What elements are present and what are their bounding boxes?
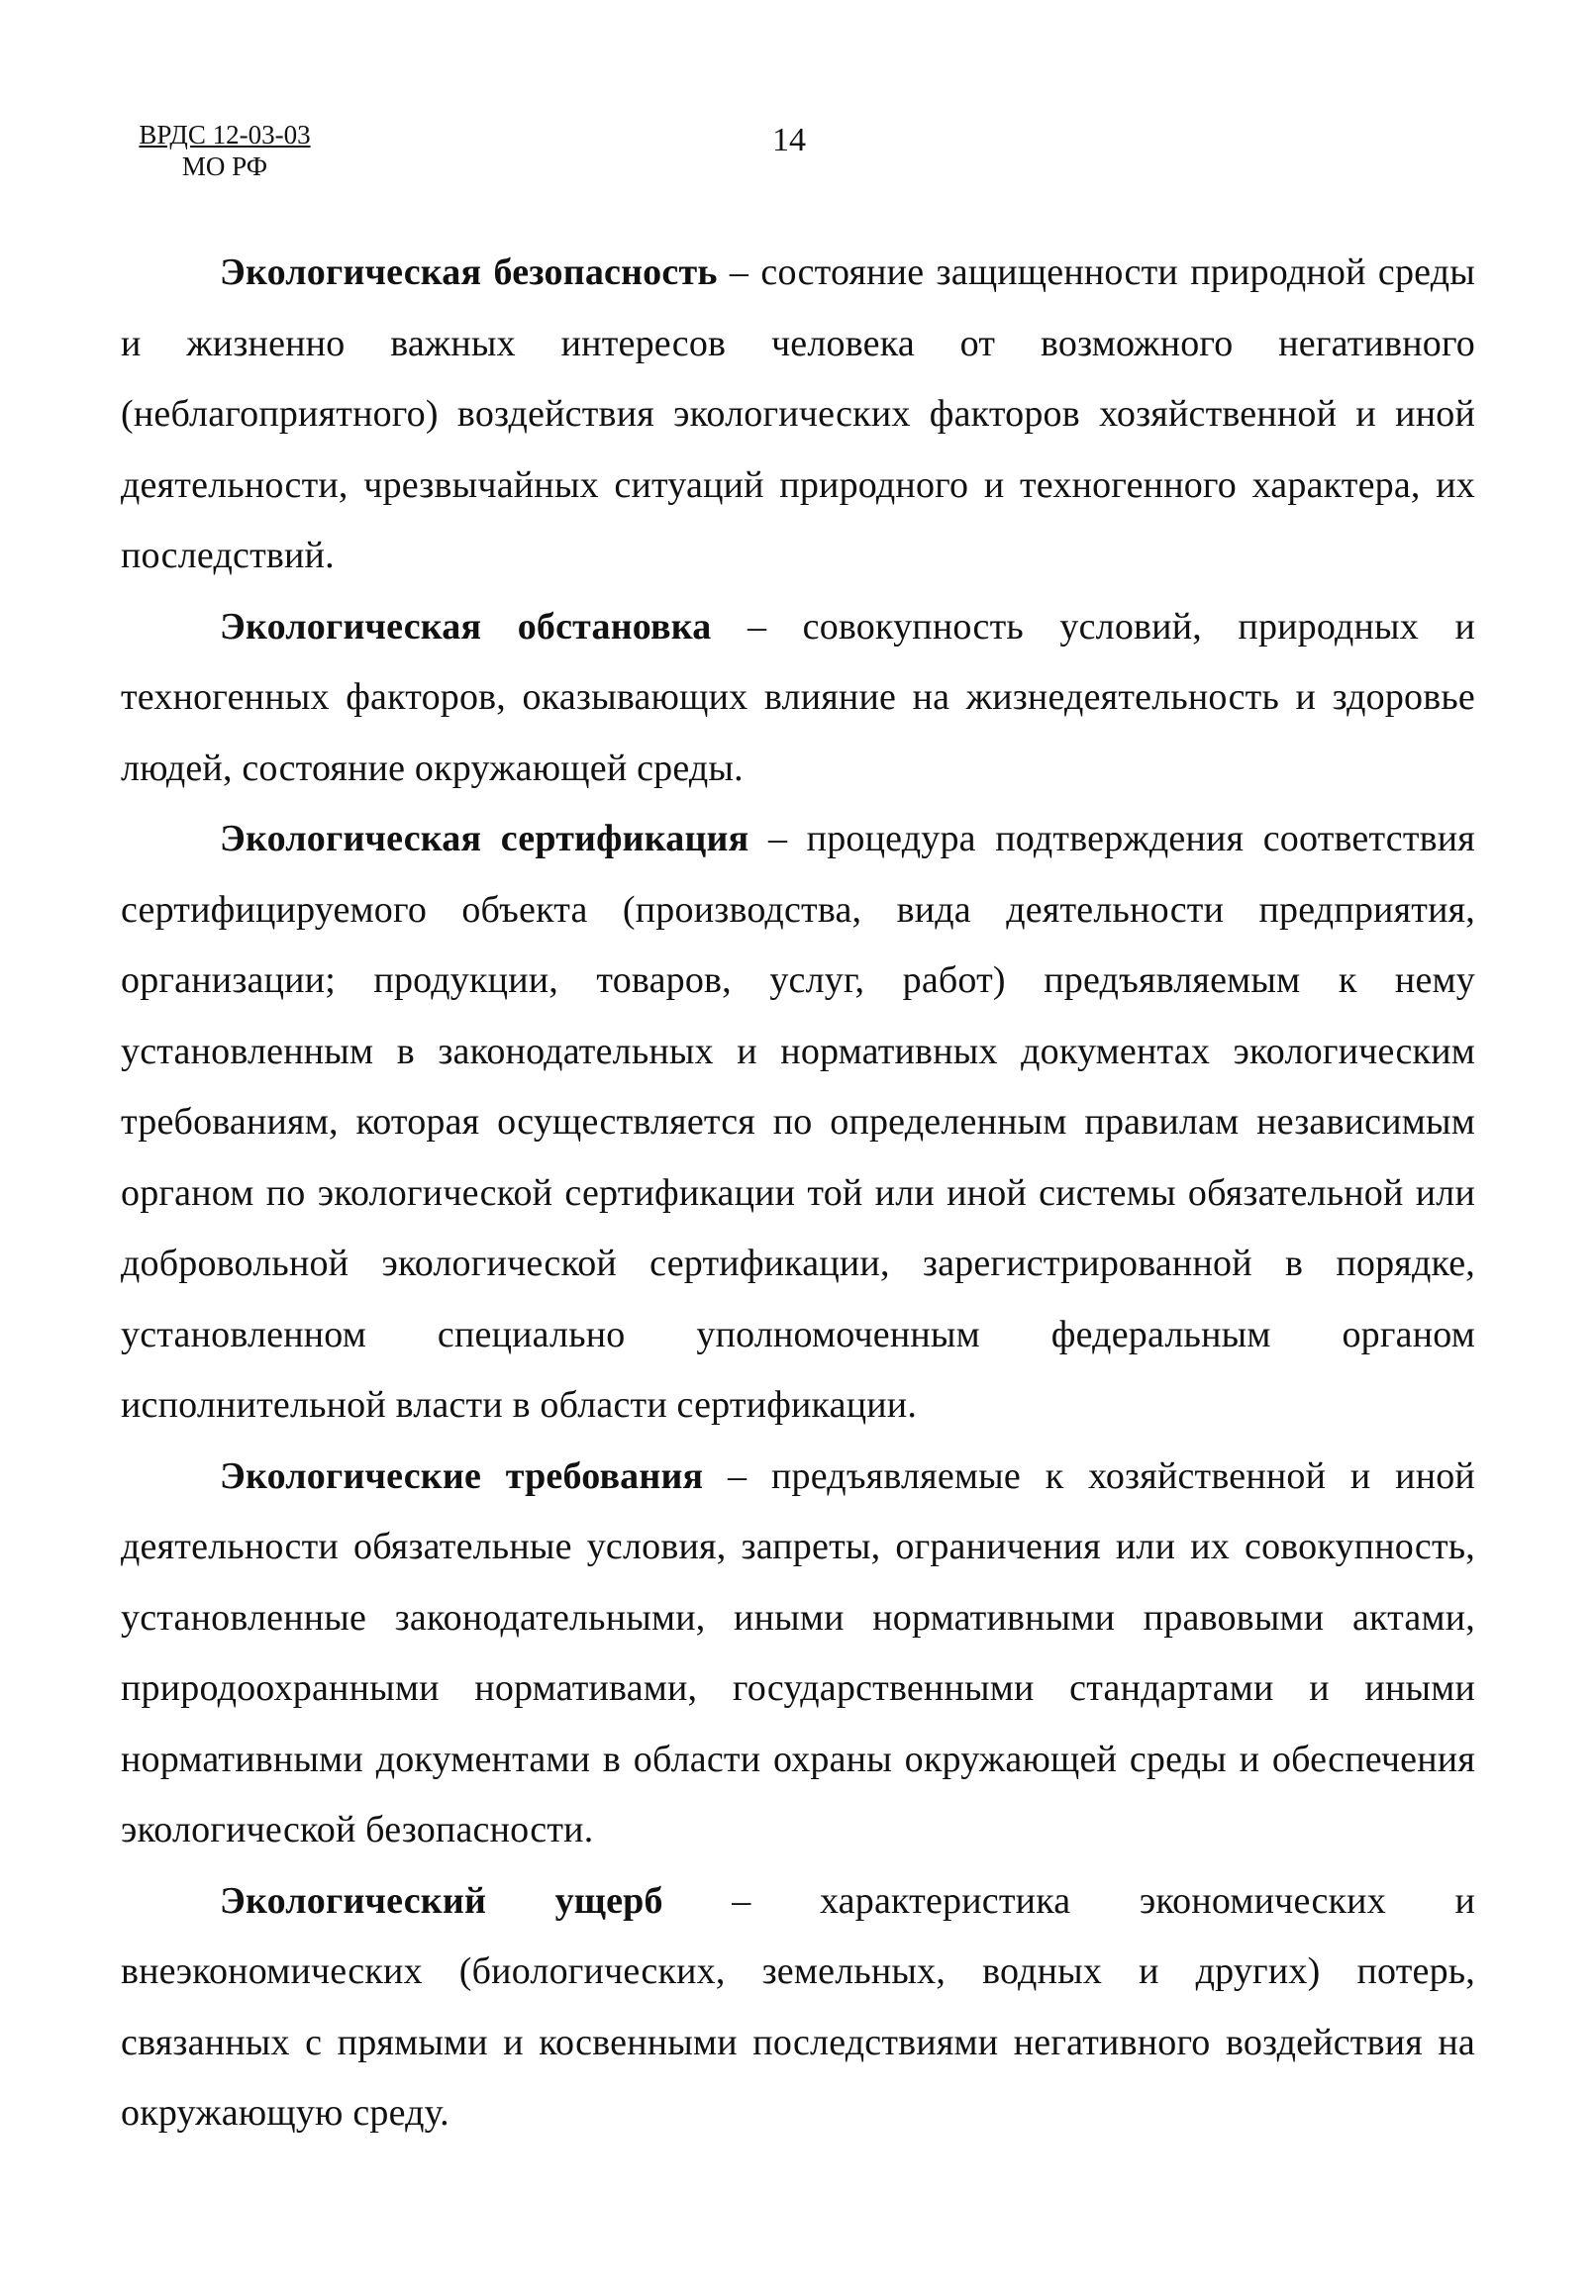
organization-abbreviation: МО РФ	[181, 151, 268, 181]
definition-paragraph	[121, 1866, 1475, 2149]
definition-term: Экологическая обстановка	[220, 605, 712, 648]
page-number: 14	[772, 122, 806, 158]
definition-paragraph	[121, 1442, 1475, 1866]
definition-paragraph	[121, 592, 1475, 805]
definition-paragraph	[121, 804, 1475, 1442]
definition-term: Экологическая безопасность	[220, 251, 718, 293]
definition-text: – процедура подтверждения соответствия сертифицируемого объекта (производства, вида деятельности предприятия, организации; продукции, товаров, услуг, работ) предъявляемым к нему установленным в законодательных и нормативных документах экологическим требованиям, которая осуществляется по определенным правилам независимым органом по экологической сертификации той или иной системы обязательной или добровольной экологической сертификации, зарегистрированной в порядке, установленном специально уполномоченным федеральным органом исполнительной власти в области сертификации.	[121, 818, 1475, 1426]
definition-text: – совокупность условий, природных и техногенных факторов, оказывающих влияние на жизнедеятельность и здоровье людей, состояние окружающей среды.	[121, 605, 1475, 789]
definition-term: Экологические требования	[220, 1454, 704, 1497]
document-code: ВРДС 12-03-03	[139, 120, 311, 150]
definition-paragraph	[121, 238, 1475, 592]
definition-text: – характеристика экономических и внеэкономических (биологических, земельных, водных и других) потерь, связанных с прямыми и косвенными последствиями негативного воздействия на окружающую среду.	[121, 1879, 1475, 2134]
definition-text: – предъявляемые к хозяйственной и иной деятельности обязательные условия, запреты, ограничения или их совокупность, установленные законодательными, иными нормативными правовыми актами, природоохранными нормативами, государственными стандартами и иными нормативными документами в области охраны окружающей среды и обеспечения экологической безопасности.	[121, 1454, 1475, 1850]
definition-term: Экологический ущерб	[220, 1879, 663, 1922]
document-code-block	[126, 119, 324, 182]
definitions-body	[121, 238, 1475, 2149]
definition-term: Экологическая сертификация	[220, 818, 749, 859]
definition-text: – состояние защищенности природной среды и жизненно важных интересов человека от возможного негативного (неблагоприятного) воздействия экологических факторов хозяйственной и иной деятельности, чрезвычайных ситуаций природного и техногенного характера, их последствий.	[121, 251, 1475, 576]
